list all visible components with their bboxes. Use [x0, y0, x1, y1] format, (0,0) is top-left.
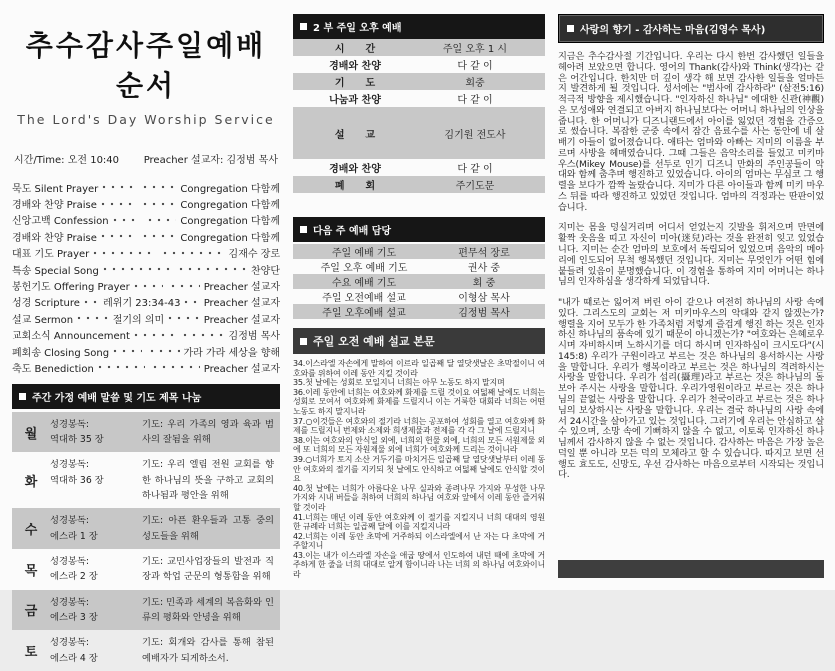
order-item-label: 신앙고백 Confession — [12, 216, 109, 228]
section-square-icon — [300, 226, 307, 233]
weekly-row — [12, 452, 280, 508]
duty-row-label: 주일 오후예배 설교 — [322, 308, 406, 319]
weekday-label: 화 — [24, 474, 38, 490]
section-square-icon — [19, 393, 26, 400]
service-preacher: Preacher 설교자: 김정범 목사 — [143, 155, 278, 166]
duty-row-value: 권사 중 — [467, 263, 501, 274]
duty-row — [293, 304, 545, 319]
afternoon-service-header-label: 2 부 주일 오후 예배 — [313, 23, 402, 34]
scripture-verse: 36.이레 동안에 너희는 여호와께 화제를 드릴 것이요 여덟째 날에도 너희는 성회로 모여서 여호와께 화제를 드릴지니 이는 거룩한 대회라 너희는 어떤 노동도 하지 말지니라 — [293, 387, 545, 416]
order-row — [12, 245, 280, 261]
scripture-verse: 43.이는 내가 이스라엘 자손을 애굽 땅에서 인도하여 내던 때에 초막에 거주하게 한 줄을 너희 대대로 알게 함이니라 나는 너희 의 하나님 여호와이니라 — [293, 550, 545, 580]
order-row — [12, 343, 280, 359]
order-row — [12, 261, 280, 277]
order-row — [12, 212, 280, 228]
order-item-detail: 절기의 의미 — [112, 314, 165, 326]
scripture-verse: 37.○이것들은 여호와의 절기라 너희는 공포하여 성회를 열고 여호와께 화제를 드릴지니 번제와 소제와 희생제물과 전제를 각 각 그 날에 드릴지니 — [293, 416, 545, 436]
order-row — [12, 327, 280, 343]
service-row — [293, 73, 545, 90]
reading-label: 성경봉독: — [50, 459, 90, 471]
scripture-verse: 34.이스라엘 자손에게 말하여 이르라 일곱째 달 열닷샛날은 초막절이니 여호와를 위하여 이레 동안 지킬 것이라 — [293, 359, 545, 378]
essay-paragraph: "내가 때로는 잃어져 버린 아이 같으나 여전히 하나님의 사랑 속에 있다. 그리스도의 교회는 저 미키마우스의 악대와 같지 않겠는가? 행렬을 지어 모두가 한 가족처럼 저렇게 즐겁게 행진 하는 것은 인자하신 하나님의 품속에 있기 때문이 아니겠는가? "여호와는 은혜로우시며 자비하시며 노하시기를 더디 하시며 인자하심이 크시도다"(시145:8) 우리가 구원이라고 부르는 것은 하나님의 용서하시는 사랑을 말합니다. 우리가 행복이라고 부르는 것은 하나님의 격려하시는 사랑을 말합니다. 우리가 섭리(攝理)라고 부르는 것은 하나님의 돌보아 주시는 사랑을 말합니다. 우리가영원이라고 부르는 것은 하나님의 끝없는 사랑을 말합니다. 우리가 천국이라고 부르는 것은 하나님의 보상하시는 사랑을 말합니다. 우리는 결국 하나님의 사랑 속에서 24시간을 살아가고 있는 것입니다. 그러기에 우리는 안심하고 살 수 있으며, 소망 속에 기뻐하지 않을 수 없고, 이토록 인자하신 하나님께서 감사하지 않을 수 없는 것입니다. 감사하는 마음은 가장 높은 덕일 뿐 아니라 모든 덕의 모체라고 할 수 있습니다. 따지고 보면 선행도 효도도, 신망도, 우선 감사하는 마음으로부터 시작되는 것입니다. — [558, 297, 824, 481]
service-row-value: 다 같 이 — [457, 61, 493, 72]
service-meta — [12, 151, 280, 166]
sermon-text-header — [293, 328, 545, 354]
scripture-passage — [293, 359, 545, 580]
dot-leader — [143, 232, 177, 240]
service-row-label: 나눔과 찬양 — [329, 95, 381, 106]
weekly-devotion-table — [12, 412, 280, 671]
weekday-label: 금 — [24, 604, 38, 620]
order-item-label: 폐회송 Closing Song — [12, 347, 110, 359]
next-week-header — [293, 217, 545, 242]
duty-row-label: 수요 예배 기도 — [331, 278, 397, 289]
weekly-devotion-header-label: 주간 가정 예배 말씀 및 기도 제목 나눔 — [32, 392, 202, 404]
prayer-topic-cell: 기도: 회개와 감사를 통해 참된 예배자가 되게하소서. — [142, 637, 274, 664]
prayer-topic-cell: 기도: 민족과 세계의 복음화와 인류의 평화와 안녕을 위해 — [142, 596, 274, 623]
dot-leader — [113, 216, 141, 224]
weekday-label: 수 — [24, 523, 38, 539]
dot-leader — [101, 200, 135, 208]
order-item-assignee: Preacher 설교자 — [203, 282, 280, 294]
dot-leader — [93, 249, 155, 257]
weekday-label: 목 — [24, 563, 38, 579]
prayer-topic-cell: 기도: 교민사업장들의 발전과 직장과 학업 군문의 형통함을 위해 — [142, 555, 274, 583]
weekday-label: 토 — [24, 645, 38, 661]
service-row-label: 시 간 — [334, 44, 376, 55]
dot-leader — [84, 298, 99, 306]
afternoon-service-table — [293, 39, 545, 193]
reading-label: 성경봉독: — [50, 555, 90, 567]
scripture-verse: 35.첫 날에는 성회로 모일지니 너희는 아무 노동도 하지 말지며 — [293, 378, 505, 388]
essay-header-label: 사랑의 향기 - 감사하는 마음(김영수 목사) — [580, 25, 766, 36]
service-row-value: 주기도문 — [455, 181, 495, 192]
dot-leader — [102, 183, 135, 191]
order-item-assignee: Congregation 다함께 — [180, 200, 280, 212]
service-row-value: 다 같 이 — [457, 164, 493, 175]
order-item-assignee: 김재수 장로 — [228, 249, 281, 261]
order-row — [12, 195, 280, 211]
duty-row-label: 주일 오전예배 설교 — [322, 293, 406, 304]
dot-leader — [101, 232, 135, 240]
next-week-header-label: 다음 주 예배 담당 — [313, 226, 392, 237]
service-row-value: 회중 — [465, 78, 485, 89]
reading-label: 성경봉독: — [50, 637, 90, 649]
duty-row — [293, 259, 545, 274]
prayer-topic-cell: 기도: 아픈 환우들과 고통 중의 성도들을 위해 — [142, 515, 274, 542]
order-item-assignee: Congregation 다함께 — [180, 232, 280, 244]
service-row — [293, 90, 545, 107]
dot-leader — [148, 216, 176, 224]
order-row — [12, 294, 280, 310]
reading-reference: 에스라 4 장 — [50, 652, 98, 664]
service-row — [293, 159, 545, 176]
order-item-assignee: 김정범 목사 — [228, 331, 281, 343]
essay-body — [558, 52, 824, 491]
reading-reference: 역대하 36 장 — [50, 474, 104, 486]
prayer-topic-cell: 기도: 우리 가족의 영과 육과 범사의 잘됨을 위해 — [142, 418, 274, 446]
service-row-label: 경배와 찬양 — [329, 164, 381, 175]
reading-label: 성경봉독: — [50, 596, 90, 608]
weekly-row — [12, 630, 280, 671]
order-item-assignee: Congregation 다함께 — [180, 183, 280, 195]
prayer-topic-cell: 기도: 우리 엘림 전원 교회를 향한 하나님의 뜻을 구하고 교회의 하나됨과 평안을 위해 — [142, 459, 274, 501]
bulletin-title: 추수감사주일예배순서 — [25, 29, 267, 102]
order-item-label: 봉헌기도 Offering Prayer — [12, 282, 130, 294]
weekly-devotion-header — [12, 384, 280, 409]
dot-leader — [98, 363, 145, 371]
service-row-label: 경배와 찬양 — [329, 61, 381, 72]
section-square-icon — [300, 23, 307, 30]
scripture-verse: 42.너희는 이레 동안 초막에 거주하되 이스라엘에서 난 자는 다 초막에 거주할지니 — [293, 531, 545, 551]
order-item-assignee: Preacher 설교자 — [203, 363, 281, 375]
section-square-icon — [567, 25, 574, 32]
essay-header — [558, 14, 824, 43]
service-row-label: 기 도 — [334, 78, 376, 89]
service-time: 시간/Time: 오전 10:40 — [14, 155, 120, 166]
order-item-assignee: 찬양단 — [251, 265, 280, 277]
dot-leader — [171, 282, 200, 290]
section-square-icon — [300, 338, 307, 345]
service-row-value: 김기원 전도사 — [444, 129, 506, 141]
dot-leader — [134, 331, 175, 339]
dot-leader — [143, 183, 176, 191]
duty-row-label: 주일 오후 예배 기도 — [320, 263, 408, 274]
bulletin-subtitle: The Lord's Day Worship Service — [17, 112, 275, 127]
dot-leader — [134, 282, 163, 290]
service-row-label: 폐 회 — [334, 181, 376, 192]
dot-leader — [77, 314, 109, 322]
duty-row-label: 주일 예배 기도 — [331, 248, 397, 259]
order-item-assignee: Preacher 설교자 — [203, 298, 280, 310]
weekly-row — [12, 549, 280, 590]
order-item-label: 경배와 찬양 Praise — [12, 232, 97, 244]
dot-leader — [150, 347, 179, 355]
scripture-reading-cell — [50, 595, 136, 626]
order-item-assignee: Congregation 다함께 — [180, 216, 280, 228]
reading-reference: 에스라 3 장 — [50, 611, 98, 623]
service-row — [293, 176, 545, 193]
order-item-assignee: Preacher 설교자 — [203, 314, 281, 326]
service-row-value: 주일 오후 1 시 — [442, 44, 508, 55]
essay-paragraph: 지미는 몸을 덩실거리며 어디서 얻었는지 깃발을 휘저으며 만면에 활짝 웃음을 띠고 자신이 미아(迷兒)라는 것을 완전히 잊고 있었습니다. 지미는 순간 엄마의 보호에서 독립되어 있었으며 음악의 메아리에 인도되어 무척 행복했던 것입니다. 지미는 무엇인가 어떤 힘에 붙들려 있음이 분명했습니다. 이 경험을 통하여 지미 어머니는 하나님의 인자하심을 생각하게 되었답니다. — [558, 222, 824, 288]
reading-reference: 역대하 35 장 — [50, 434, 104, 446]
order-item-detail: 레위기 23:34-43 — [103, 298, 181, 310]
order-item-label: 교회소식 Announcement — [12, 331, 130, 343]
duty-row-value: 회 중 — [472, 278, 496, 289]
reading-label: 성경봉독: — [50, 418, 90, 430]
service-row-value: 다 같 이 — [457, 95, 493, 106]
order-item-label: 성경 Scripture — [12, 298, 80, 310]
order-item-label: 특송 Special Song — [12, 265, 99, 277]
dot-leader — [184, 298, 199, 306]
afternoon-service-header — [293, 14, 545, 39]
dot-leader — [168, 314, 200, 322]
duty-row — [293, 274, 545, 289]
worship-order-list — [12, 179, 280, 376]
left-column — [12, 14, 281, 664]
service-row — [293, 107, 545, 159]
duty-row-value: 편무석 장로 — [458, 248, 510, 259]
scripture-reading-cell — [50, 554, 136, 585]
order-row — [12, 277, 280, 293]
weekly-row — [12, 508, 280, 549]
duty-row-value: 이형삼 목사 — [458, 293, 510, 304]
service-row — [293, 39, 545, 56]
order-item-label: 대표 기도 Prayer — [12, 249, 90, 261]
duty-row-value: 김정범 목사 — [458, 308, 510, 319]
reading-reference: 에스라 1 장 — [50, 530, 98, 542]
duty-row — [293, 244, 545, 259]
service-row-label: 설 교 — [334, 129, 376, 141]
dot-leader — [163, 249, 225, 257]
scripture-verse: 38.이는 여호와의 안식일 외에, 너희의 헌물 외에, 너희의 모든 서원제물 외에 또 너희의 모든 자원제물 외에 너희가 여호와께 드리는 것이니라 — [293, 435, 545, 455]
order-item-assignee: 가라 가라 세상을 향해 — [183, 347, 280, 359]
sermon-text-header-label: 주일 오전 예배 설교 본문 — [313, 335, 435, 348]
scripture-verse: 41.너희는 매년 이레 동안 여호와께 이 절기를 지킬지니 너희 대대의 영원한 규례라 너희는 일곱째 달에 이를 지킬지니라 — [293, 512, 545, 532]
scripture-verse: 40.첫 날에는 너희가 아름다운 나무 실과와 종려나무 가지와 무성한 나무 가지와 시내 버들을 취하여 너희의 하나님 여호와 앞에서 이레 동안 즐거워할 것이라 — [293, 483, 545, 512]
scripture-reading-cell — [50, 513, 136, 544]
weekday-label: 월 — [24, 426, 38, 442]
dot-leader — [183, 331, 224, 339]
order-item-label: 묵도 Silent Prayer — [12, 183, 99, 195]
weekly-row — [12, 590, 280, 631]
scripture-reading-cell — [50, 457, 136, 503]
next-week-table — [293, 244, 545, 319]
reading-label: 성경봉독: — [50, 515, 90, 527]
scripture-reading-cell — [50, 635, 136, 666]
essay-paragraph: 지금은 추수감사절 기간입니다. 우리는 다시 한번 감사했던 일들을 헤아려 보았으면 합니다. 영어의 Thank(감사)와 Think(생각)는 같은 어간입니다. 한치만 더 깊이 생각 해 보면 감사한 일들을 얼마든지 발견하게 될 것입니다. 성서에는 "범사에 감사하라" (살전5:16) 적극적 방향을 제시했습니다. "인자하신 하나님" 에대한 신관(神觀)은 모성애와 연결되고 아버지 하나님보다는 어머니 하나님의 인상을 줍니다. 한 어머니가 디즈니랜드에서 아이를 잃었던 경험을 간증으로 썼습니다. 복잡한 군중 속에서 잠간 음료수를 사는 동안에 네 살배기 아들이 없어졌습니다. 애타는 엄마와 아빠는 지미의 이름을 부르며 사방을 헤매였습니다. 그때 그들은 음악소리를 들었고 미키마우스(Mikey Mouse)를 선두로 인기 디즈니 만화의 주인공들이 악대와 함께 춤추며 행진하고 있었습니다. 아이의 엄마는 무심코 그 행렬을 보다가 깜짝 놀랐습니다. 지미가 다른 아이들과 함께 미키 마우스 뒤를 따라 행진하고 있었던 것입니다. 엄마의 걱정과는 딴판이었습니다. — [558, 51, 824, 213]
order-row — [12, 359, 280, 375]
reading-reference: 에스라 2 장 — [50, 571, 98, 583]
order-row — [12, 228, 280, 244]
dot-leader — [153, 363, 200, 371]
order-item-label: 경배와 찬양 Praise — [12, 200, 97, 212]
service-row — [293, 56, 545, 73]
middle-column — [293, 14, 545, 578]
scripture-verse: 39.○너희가 토지 소산 거두기를 마치거든 일곱째 달 열닷샛날부터 이레 동안 여호와의 절기를 지키되 첫 날에도 안식하고 여덟째 날에도 안식할 것이요 — [293, 454, 545, 484]
scripture-reading-cell — [50, 417, 136, 448]
order-item-label: 축도 Benediction — [12, 363, 94, 375]
dot-leader — [143, 200, 177, 208]
order-item-label: 설교 Sermon — [12, 314, 74, 326]
order-row — [12, 310, 280, 326]
footer-bar — [558, 560, 824, 578]
right-column — [558, 14, 824, 578]
weekly-row — [12, 412, 280, 453]
duty-row — [293, 289, 545, 304]
dot-leader — [113, 347, 142, 355]
dot-leader — [179, 265, 247, 273]
order-row — [12, 179, 280, 195]
dot-leader — [103, 265, 171, 273]
